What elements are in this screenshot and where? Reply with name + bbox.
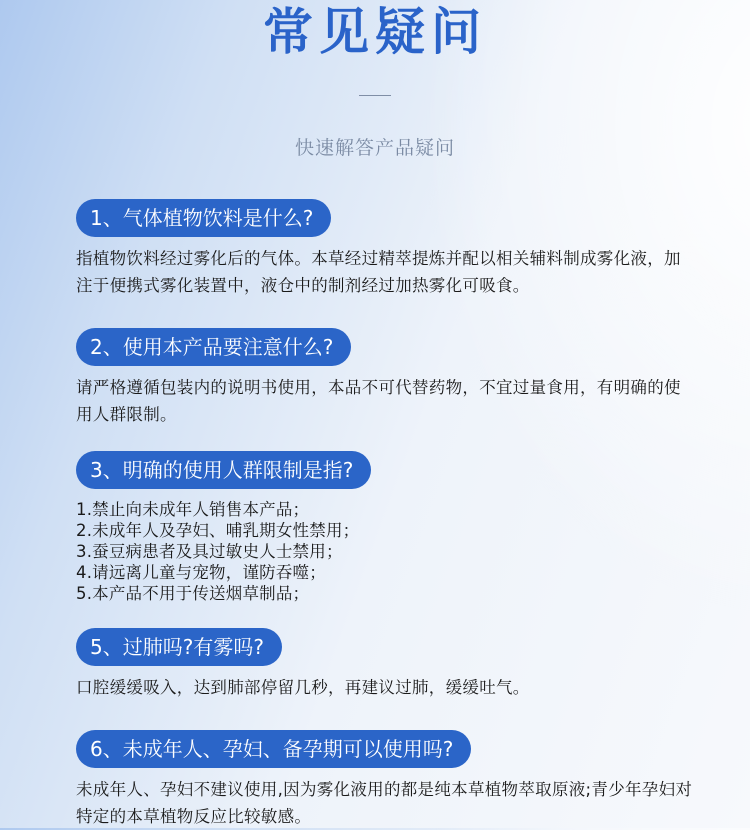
faq-item-2	[76, 328, 696, 428]
faq-question-1: 1、气体植物饮料是什么?	[76, 199, 331, 237]
page-title: 常见疑问	[263, 3, 487, 61]
faq-answer-1: 指植物饮料经过雾化后的气体。本草经过精萃提炼并配以相关辅料制成雾化液，加注于便携式雾化装置中，液仓中的制剂经过加热雾化可吸食。	[76, 249, 681, 295]
list-item: 1.禁止向未成年人销售本产品；	[76, 500, 310, 519]
faq-item-1	[76, 199, 696, 299]
faq-answer-6: 未成年人、孕妇不建议使用,因为雾化液用的都是纯本草植物萃取原液;青少年孕妇对特定的本草植物反应比较敏感。	[76, 780, 693, 826]
list-item: 2.未成年人及孕妇、哺乳期女性禁用；	[76, 521, 360, 540]
faq-question-6: 6、未成年人、孕妇、备孕期可以使用吗?	[76, 730, 471, 768]
faq-answer-3	[76, 499, 696, 604]
title-divider	[359, 95, 391, 96]
faq-question-5: 5、过肺吗?有雾吗?	[76, 628, 282, 666]
faq-question-2: 2、使用本产品要注意什么?	[76, 328, 351, 366]
list-item: 3.蚕豆病患者及具过敏史人士禁用；	[76, 542, 343, 561]
page-subtitle: 快速解答产品疑问	[294, 137, 455, 159]
list-item: 5.本产品不用于传送烟草制品；	[76, 584, 310, 603]
faq-item-5	[76, 628, 696, 701]
list-item: 4.请远离儿童与宠物，谨防吞噬；	[76, 563, 326, 582]
faq-question-3: 3、明确的使用人群限制是指?	[76, 451, 371, 489]
faq-item-6	[76, 730, 696, 830]
faq-answer-5: 口腔缓缓吸入，达到肺部停留几秒，再建议过肺，缓缓吐气。	[76, 678, 530, 697]
faq-item-3	[76, 451, 696, 604]
faq-answer-2: 请严格遵循包装内的说明书使用，本品不可代替药物，不宜过量食用，有明确的使用人群限制。	[76, 378, 681, 424]
